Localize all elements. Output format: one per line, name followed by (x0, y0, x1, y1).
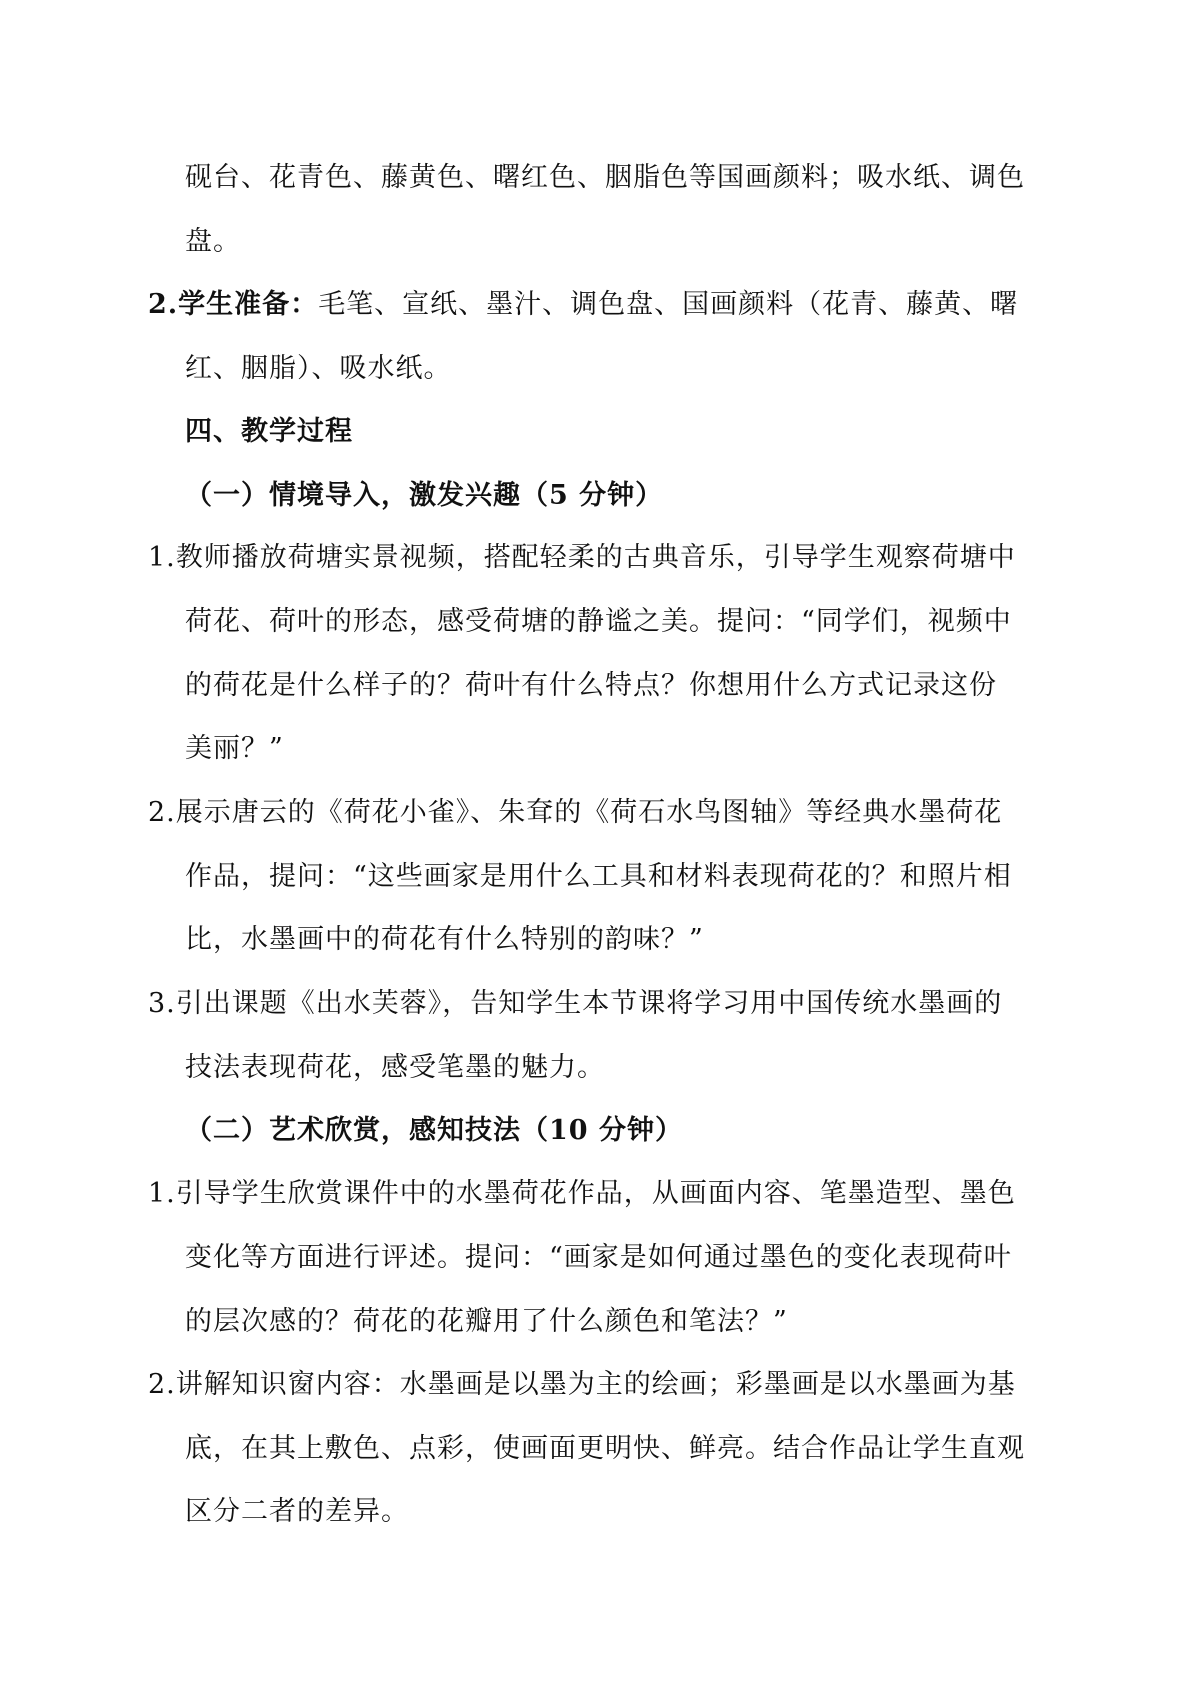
materials-teacher-line-2: 盘。 (185, 226, 241, 257)
part1-item-2-line-2: 作品，提问：“这些画家是用什么工具和材料表现荷花的？和照片相 (185, 861, 1012, 892)
part2-item-2-line-2: 底，在其上敷色、点彩，使画面更明快、鲜亮。结合作品让学生直观 (185, 1433, 1025, 1464)
student-prep-label: 2.学生准备： (148, 289, 319, 320)
student-prep-line-2: 红、胭脂）、吸水纸。 (185, 353, 452, 384)
part1-item-2-line-1: 2.展示唐云的《荷花小雀》、朱耷的《荷石水鸟图轴》等经典水墨荷花 (148, 797, 1003, 828)
student-prep-text: 毛笔、宣纸、墨汁、调色盘、国画颜料（花青、藤黄、曙 (318, 289, 1019, 320)
part2-item-1-line-1: 1.引导学生欣赏课件中的水墨荷花作品，从画面内容、笔墨造型、墨色 (148, 1178, 1016, 1209)
part1-heading: （一）情境导入，激发兴趣（5 分钟） (185, 480, 664, 511)
part2-item-1-line-2: 变化等方面进行评述。提问：“画家是如何通过墨色的变化表现荷叶 (185, 1242, 1012, 1273)
student-prep-line (148, 285, 1018, 325)
materials-teacher-line-1: 砚台、花青色、藤黄色、曙红色、胭脂色等国画颜料；吸水纸、调色 (185, 162, 1025, 193)
part2-item-1-line-3: 的层次感的？荷花的花瓣用了什么颜色和笔法？” (185, 1306, 788, 1337)
part1-item-2-line-3: 比，水墨画中的荷花有什么特别的韵味？” (185, 924, 704, 955)
part1-item-3-line-2: 技法表现荷花，感受笔墨的魅力。 (185, 1052, 605, 1083)
part1-item-1-line-2: 荷花、荷叶的形态，感受荷塘的静谧之美。提问：“同学们，视频中 (185, 606, 1012, 637)
part2-item-2-line-1: 2.讲解知识窗内容：水墨画是以墨为主的绘画；彩墨画是以水墨画为基 (148, 1369, 1016, 1400)
section-heading-teaching-process: 四、教学过程 (185, 416, 353, 447)
part1-item-1-line-3: 的荷花是什么样子的？荷叶有什么特点？你想用什么方式记录这份 (185, 670, 997, 701)
part1-item-3-line-1: 3.引出课题《出水芙蓉》，告知学生本节课将学习用中国传统水墨画的 (148, 988, 1003, 1019)
part1-item-1-line-1: 1.教师播放荷塘实景视频，搭配轻柔的古典音乐，引导学生观察荷塘中 (148, 542, 1016, 573)
part1-item-1-line-4: 美丽？” (185, 733, 284, 764)
part2-item-2-line-3: 区分二者的差异。 (185, 1496, 409, 1527)
part2-heading: （二）艺术欣赏，感知技法（10 分钟） (185, 1115, 683, 1146)
